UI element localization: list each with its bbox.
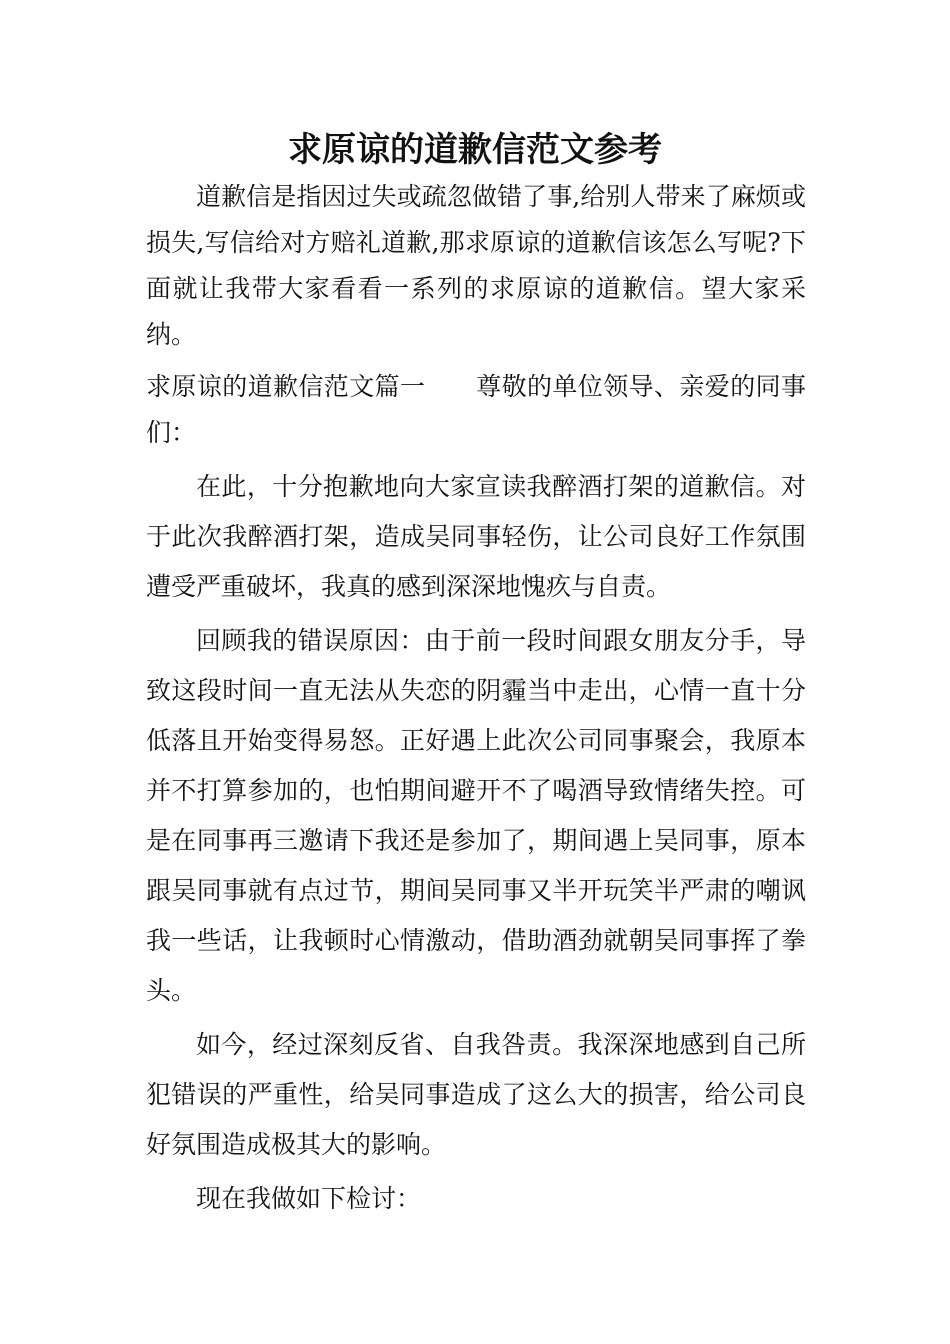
document-title: 求原谅的道歉信范文参考	[288, 130, 662, 170]
paragraph-intro: 道歉信是指因过失或疏忽做错了事,给别人带来了麻烦或损失,写信给对方赔礼道歉,那求原谅的道歉信该怎么写呢?下面就让我带大家看看一系列的求原谅的道歉信。望大家采纳。	[146, 182, 806, 349]
paragraph-reasons: 回顾我的错误原因：由于前一段时间跟女朋友分手，导致这段时间一直无法从失恋的阴霾当中走出，心情一直十分低落且开始变得易怒。正好遇上此次公司同事聚会，我原本并不打算参加的，也怕期间避开不了喝酒导致情绪失控。可是在同事再三邀请下我还是参加了，期间遇上吴同事，原本跟吴同事就有点过节，期间吴同事又半开玩笑半严肃的嘲讽我一些话，让我顿时心情激动，借助酒劲就朝吴同事挥了拳头。	[146, 626, 806, 1005]
document-body	[146, 174, 806, 1224]
paragraph-reflection: 如今，经过深刻反省、自我咎责。我深深地感到自己所犯错误的严重性，给吴同事造成了这么大的损害，给公司良好氛围造成极其大的影响。	[146, 1030, 806, 1159]
paragraph-review-heading: 现在我做如下检讨：	[196, 1184, 422, 1213]
paragraph-salutation: 求原谅的道歉信范文篇一 尊敬的单位领导、亲爱的同事们：	[146, 372, 806, 447]
paragraph-apology: 在此，十分抱歉地向大家宣读我醉酒打架的道歉信。对于此次我醉酒打架，造成吴同事轻伤，让公司良好工作氛围遭受严重破坏，我真的感到深深地愧疚与自责。	[146, 472, 806, 601]
